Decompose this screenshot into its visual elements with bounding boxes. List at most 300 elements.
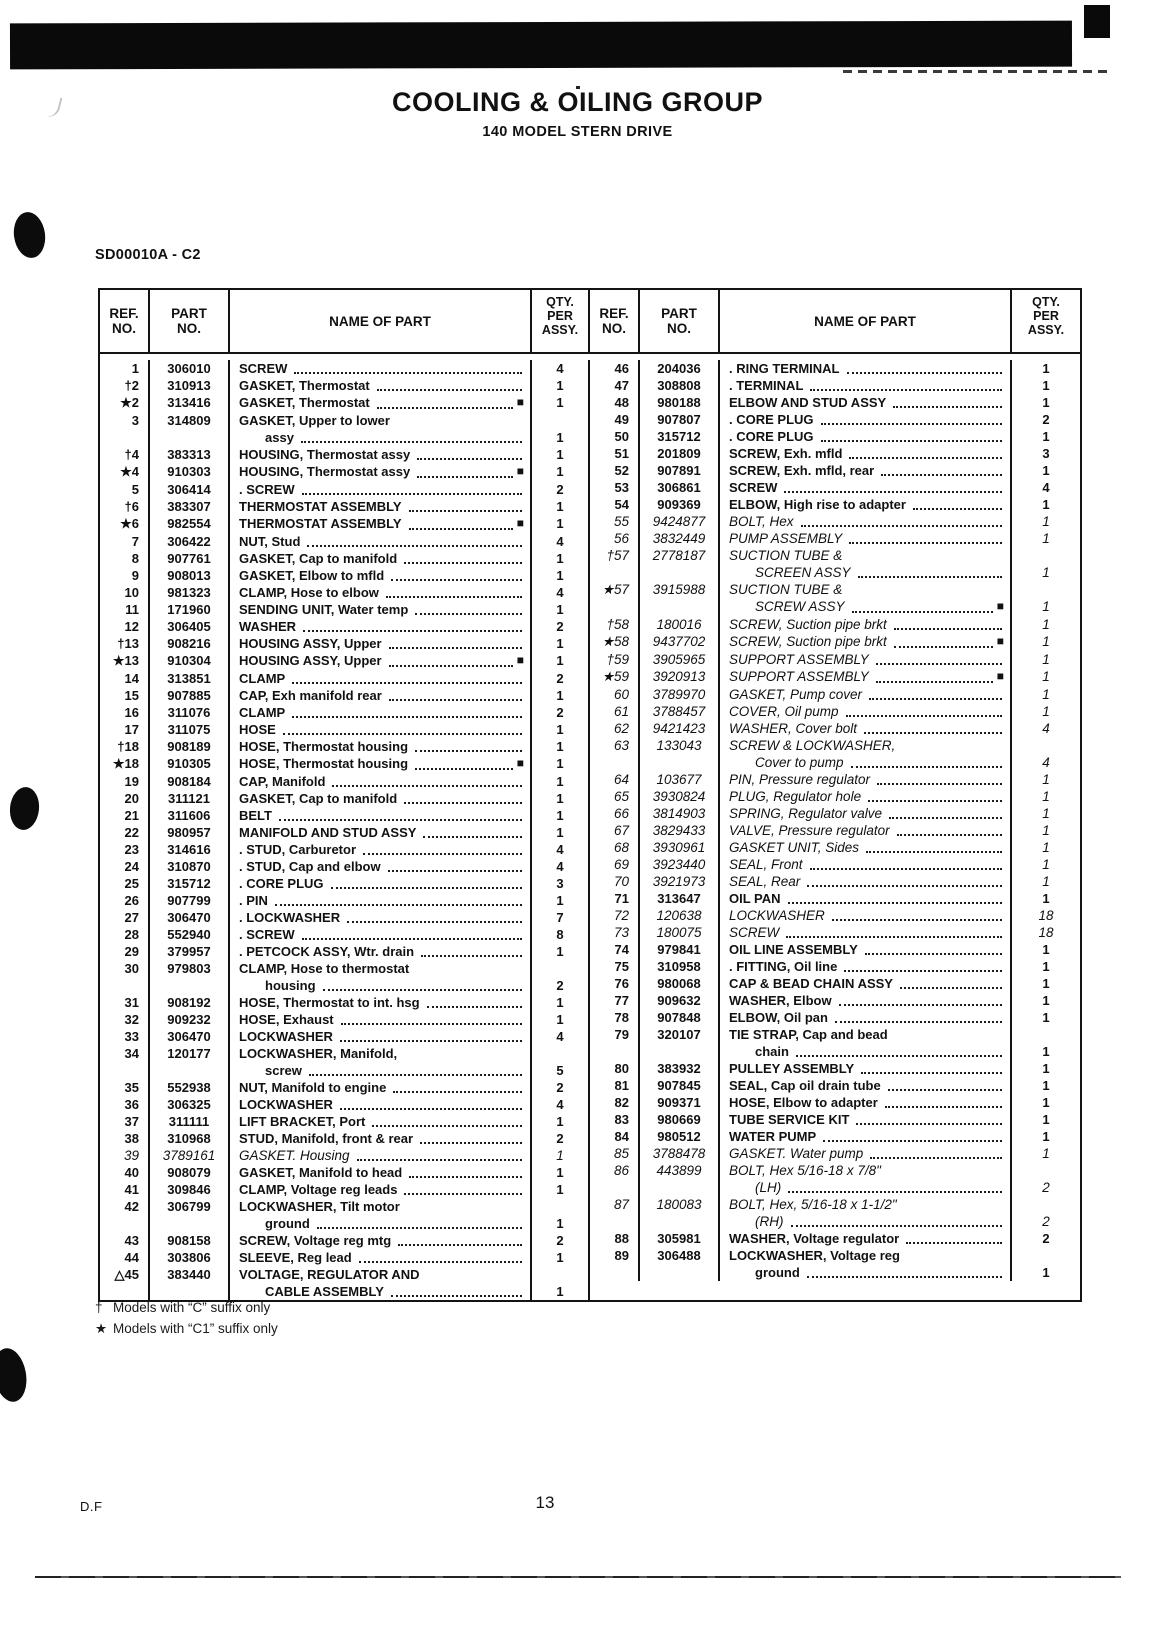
row-qty: 1 xyxy=(532,1181,590,1198)
row-qty: 1 xyxy=(1042,874,1050,889)
table-row xyxy=(590,513,1080,530)
row-part-no: 3788457 xyxy=(640,703,720,720)
row-part-name xyxy=(230,635,532,652)
part-name-text: CLAMP, Hose to elbow xyxy=(239,585,379,600)
part-name-text: WASHER, Cover bolt xyxy=(729,721,858,736)
table-row xyxy=(100,790,590,807)
row-part-name xyxy=(230,584,532,601)
dot-leader xyxy=(788,902,1002,904)
dot-leader xyxy=(821,423,1002,425)
row-part-no: 306405 xyxy=(150,618,230,635)
row-part-no: 443899 xyxy=(640,1162,720,1179)
row-ref-no xyxy=(100,1062,150,1079)
row-ref-no xyxy=(100,429,150,446)
row-part-no: 3788478 xyxy=(640,1145,720,1162)
part-name-text: CAP, Manifold xyxy=(239,774,326,789)
row-qty: 1 xyxy=(532,790,590,807)
part-name-text: . CORE PLUG xyxy=(729,412,814,427)
part-name-text: STUD, Manifold, front & rear xyxy=(239,1131,414,1146)
dot-leader xyxy=(876,663,1002,665)
row-qty xyxy=(1012,1026,1080,1043)
table-row xyxy=(100,977,590,994)
row-ref-no: 49 xyxy=(590,411,640,428)
table-row xyxy=(590,394,1080,411)
row-part-no: 907845 xyxy=(640,1077,720,1094)
row-ref-no: 1 xyxy=(100,360,150,377)
table-row xyxy=(100,412,590,429)
row-part-name xyxy=(720,941,1012,958)
row-qty: 1 xyxy=(532,652,590,670)
row-qty: 1 xyxy=(1042,634,1050,649)
row-ref-no xyxy=(590,1264,640,1281)
row-part-name xyxy=(230,824,532,841)
part-name-text: . RING TERMINAL xyxy=(729,361,840,376)
row-part-no: 907807 xyxy=(640,411,720,428)
row-part-no: 980512 xyxy=(640,1128,720,1145)
table-row xyxy=(590,496,1080,513)
row-part-no: 306488 xyxy=(640,1247,720,1264)
dot-leader xyxy=(849,457,1002,459)
dot-leader xyxy=(421,955,522,957)
black-square-icon: ■ xyxy=(516,464,524,478)
dot-leader xyxy=(409,1176,522,1178)
row-part-no: 314809 xyxy=(150,412,230,429)
dot-leader xyxy=(409,528,513,530)
part-name-text: WASHER, Voltage regulator xyxy=(729,1231,900,1246)
row-part-no: 908216 xyxy=(150,635,230,652)
row-part-name xyxy=(720,360,1012,377)
row-qty: 4 xyxy=(1042,755,1050,770)
row-qty: 4 xyxy=(532,360,590,377)
row-part-name xyxy=(720,771,1012,788)
part-name-text: WATER PUMP xyxy=(729,1129,817,1144)
row-part-name xyxy=(720,873,1012,890)
part-name-text: CAP & BEAD CHAIN ASSY xyxy=(729,976,893,991)
row-ref-no: 62 xyxy=(590,720,640,737)
part-name-text: MANIFOLD AND STUD ASSY xyxy=(239,825,417,840)
table-row xyxy=(100,738,590,755)
table-row xyxy=(590,462,1080,479)
part-name-text: . SCREW xyxy=(239,482,295,497)
row-part-name xyxy=(230,515,532,533)
row-part-no: 982554 xyxy=(150,515,230,533)
part-name-text: ELBOW AND STUD ASSY xyxy=(729,395,887,410)
table-row xyxy=(590,822,1080,839)
row-ref-no: 79 xyxy=(590,1026,640,1043)
row-part-no: 908079 xyxy=(150,1164,230,1181)
row-part-no: 908184 xyxy=(150,773,230,790)
row-qty: 2 xyxy=(1042,1231,1050,1246)
dot-leader xyxy=(415,613,522,615)
row-qty xyxy=(1012,1247,1080,1264)
row-ref-no xyxy=(590,564,640,581)
dot-leader xyxy=(332,785,522,787)
part-name-text: SCREW xyxy=(239,361,288,376)
row-qty: 2 xyxy=(532,977,590,994)
row-qty: 1 xyxy=(532,892,590,909)
row-part-no: 311121 xyxy=(150,790,230,807)
row-part-name xyxy=(720,1111,1012,1128)
row-part-no xyxy=(640,564,720,581)
row-part-name xyxy=(720,720,1012,737)
row-ref-no: 53 xyxy=(590,479,640,496)
row-qty: 2 xyxy=(532,618,590,635)
footnote-dagger: † Models with “C” suffix only xyxy=(95,1297,278,1318)
row-part-name xyxy=(230,1249,532,1266)
dot-leader xyxy=(788,1191,1002,1193)
row-ref-no: 64 xyxy=(590,771,640,788)
row-ref-no xyxy=(100,1215,150,1232)
table-row xyxy=(590,445,1080,462)
row-ref-no: 37 xyxy=(100,1113,150,1130)
row-ref-no: 88 xyxy=(590,1230,640,1247)
part-name-text: TUBE SERVICE KIT xyxy=(729,1112,850,1127)
row-ref-no: 27 xyxy=(100,909,150,926)
page-bottom-rule xyxy=(35,1576,1121,1578)
row-part-name xyxy=(230,704,532,721)
dot-leader xyxy=(340,1108,522,1110)
dot-leader xyxy=(391,1295,522,1297)
row-part-no: 120638 xyxy=(640,907,720,924)
row-part-name xyxy=(230,943,532,960)
part-name-text: SUPPORT ASSEMBLY xyxy=(729,652,869,667)
dot-leader xyxy=(341,1023,522,1025)
part-name-text: ELBOW, Oil pan xyxy=(729,1010,828,1025)
table-row xyxy=(590,1043,1080,1060)
dot-leader xyxy=(906,1242,1002,1244)
row-part-name xyxy=(230,412,532,429)
table-row xyxy=(590,651,1080,668)
row-part-name xyxy=(230,909,532,926)
row-ref-no: 82 xyxy=(590,1094,640,1111)
row-qty: 1 xyxy=(532,635,590,652)
row-part-name xyxy=(720,445,1012,462)
table-row xyxy=(590,992,1080,1009)
row-ref-no: 15 xyxy=(100,687,150,704)
row-ref-no: 70 xyxy=(590,873,640,890)
part-name-text: SCREW ASSY xyxy=(755,599,845,614)
row-qty: 1 xyxy=(1042,531,1050,546)
row-qty: 1 xyxy=(532,721,590,738)
dot-leader xyxy=(417,458,522,460)
row-qty: 1 xyxy=(532,377,590,394)
table-row xyxy=(100,446,590,463)
table-row xyxy=(100,1198,590,1215)
row-qty: 1 xyxy=(1042,1112,1050,1127)
dot-leader xyxy=(317,1227,522,1229)
row-ref-no: 21 xyxy=(100,807,150,824)
part-name-text: LOCKWASHER, Voltage reg xyxy=(729,1248,900,1263)
row-part-name xyxy=(230,360,532,377)
row-part-name xyxy=(230,721,532,738)
parts-list-left xyxy=(100,354,590,1300)
table-row xyxy=(100,755,590,773)
row-part-no: 907799 xyxy=(150,892,230,909)
row-ref-no: 78 xyxy=(590,1009,640,1026)
row-qty: 4 xyxy=(532,858,590,875)
dot-leader xyxy=(821,440,1002,442)
table-row xyxy=(100,498,590,515)
row-part-name xyxy=(720,394,1012,411)
table-row xyxy=(590,1077,1080,1094)
dot-leader xyxy=(363,853,522,855)
part-name-text: ground xyxy=(265,1216,310,1231)
table-row xyxy=(100,994,590,1011)
dot-leader xyxy=(856,1123,1002,1125)
row-qty xyxy=(1012,1196,1080,1213)
row-ref-no: 28 xyxy=(100,926,150,943)
part-name-text: NUT, Stud xyxy=(239,534,301,549)
row-part-no: 306470 xyxy=(150,1028,230,1045)
row-part-no: 909369 xyxy=(640,496,720,513)
row-ref-no: 20 xyxy=(100,790,150,807)
row-part-name xyxy=(720,496,1012,513)
table-row xyxy=(590,598,1080,616)
part-name-text: . CORE PLUG xyxy=(239,876,324,891)
part-name-text: . LOCKWASHER xyxy=(239,910,341,925)
row-qty: 2 xyxy=(1042,1214,1050,1229)
row-ref-no: 8 xyxy=(100,550,150,567)
table-row xyxy=(590,1128,1080,1145)
row-ref-no xyxy=(590,754,640,771)
dot-leader xyxy=(849,542,1002,544)
part-name-text: SEAL, Front xyxy=(729,857,803,872)
row-qty: 1 xyxy=(1042,857,1050,872)
part-name-text: BOLT, Hex 5/16-18 x 7/8" xyxy=(729,1163,881,1178)
dot-leader xyxy=(398,1244,522,1246)
row-qty: 1 xyxy=(532,601,590,618)
table-row xyxy=(100,652,590,670)
dot-leader xyxy=(844,970,1002,972)
table-row xyxy=(100,773,590,790)
table-row xyxy=(590,360,1080,377)
row-part-name xyxy=(720,1264,1012,1281)
part-name-text: . CORE PLUG xyxy=(729,429,814,444)
row-part-name xyxy=(230,1147,532,1164)
scan-artifact-hole-punch xyxy=(0,1346,30,1405)
row-part-name xyxy=(720,822,1012,839)
row-qty: 2 xyxy=(1042,412,1050,427)
row-part-no: 383307 xyxy=(150,498,230,515)
column-header-ref: REF. NO. xyxy=(590,290,640,352)
dot-leader xyxy=(876,681,993,683)
part-name-text: CLAMP xyxy=(239,671,286,686)
part-name-text: LOCKWASHER xyxy=(729,908,825,923)
row-ref-no: 66 xyxy=(590,805,640,822)
row-part-no: 908189 xyxy=(150,738,230,755)
row-qty xyxy=(1012,581,1080,598)
dot-leader xyxy=(823,1140,1002,1142)
row-qty: 1 xyxy=(1042,565,1050,580)
row-part-name xyxy=(230,841,532,858)
table-header xyxy=(100,290,1080,354)
row-ref-no: 74 xyxy=(590,941,640,958)
row-part-no: 910305 xyxy=(150,755,230,773)
row-qty: 7 xyxy=(532,909,590,926)
dot-leader xyxy=(404,562,522,564)
parts-list-right xyxy=(590,354,1080,1300)
row-part-no: 308808 xyxy=(640,377,720,394)
row-part-no: 909632 xyxy=(640,992,720,1009)
row-qty: 1 xyxy=(1042,789,1050,804)
row-qty xyxy=(1012,737,1080,754)
row-part-name xyxy=(720,581,1012,598)
dot-leader xyxy=(389,665,513,667)
row-part-no: 306010 xyxy=(150,360,230,377)
row-ref-no: 29 xyxy=(100,943,150,960)
part-name-text: GASKET, Thermostat xyxy=(239,378,370,393)
table-row xyxy=(100,892,590,909)
row-part-no: 310968 xyxy=(150,1130,230,1147)
dot-leader xyxy=(301,441,522,443)
row-part-name xyxy=(720,1213,1012,1230)
row-part-name xyxy=(720,839,1012,856)
part-name-text: SCREW, Exh. mfld xyxy=(729,446,843,461)
part-name-text: SCREW, Voltage reg mtg xyxy=(239,1233,392,1248)
row-qty: 1 xyxy=(1042,514,1050,529)
row-part-name xyxy=(230,377,532,394)
row-ref-no: 24 xyxy=(100,858,150,875)
table-row xyxy=(100,1215,590,1232)
row-qty: 1 xyxy=(1042,669,1050,684)
row-qty xyxy=(532,960,590,977)
row-part-name xyxy=(230,773,532,790)
row-ref-no: 40 xyxy=(100,1164,150,1181)
table-row xyxy=(100,377,590,394)
dot-leader xyxy=(331,887,522,889)
row-ref-no xyxy=(100,977,150,994)
row-part-name xyxy=(230,429,532,446)
part-name-text: SCREW xyxy=(729,480,778,495)
row-qty: 1 xyxy=(532,1147,590,1164)
page-number: 13 xyxy=(535,1493,555,1512)
column-header-ref: REF. NO. xyxy=(100,290,150,352)
part-name-text: GASKET. Housing xyxy=(239,1148,350,1163)
table-row xyxy=(100,687,590,704)
row-part-name xyxy=(720,1060,1012,1077)
footer-code: D.F xyxy=(80,1499,103,1514)
row-ref-no: △45 xyxy=(100,1266,150,1283)
table-row xyxy=(100,1028,590,1045)
column-header-name: NAME OF PART xyxy=(720,290,1012,352)
table-row xyxy=(100,1130,590,1147)
row-part-no: 305981 xyxy=(640,1230,720,1247)
row-qty: 4 xyxy=(1042,721,1050,736)
row-qty: 1 xyxy=(532,773,590,790)
row-part-name xyxy=(720,1009,1012,1026)
row-part-name xyxy=(720,651,1012,668)
dot-leader xyxy=(869,698,1002,700)
row-part-no: 908192 xyxy=(150,994,230,1011)
dot-leader xyxy=(409,510,522,512)
row-part-no: 180016 xyxy=(640,616,720,633)
dot-leader xyxy=(292,682,522,684)
table-row xyxy=(590,377,1080,394)
row-part-name xyxy=(230,1079,532,1096)
row-part-name xyxy=(720,958,1012,975)
row-part-no: 180075 xyxy=(640,924,720,941)
black-square-icon: ■ xyxy=(516,516,524,530)
part-name-text: . STUD, Carburetor xyxy=(239,842,357,857)
row-qty: 1 xyxy=(1042,1129,1050,1144)
dot-leader xyxy=(801,525,1002,527)
row-qty: 1 xyxy=(532,824,590,841)
table-row xyxy=(590,547,1080,564)
dot-leader xyxy=(388,870,522,872)
part-name-text: VALVE, Pressure regulator xyxy=(729,823,890,838)
black-square-icon: ■ xyxy=(996,599,1004,613)
document-code: SD00010A - C2 xyxy=(95,247,201,263)
table-row xyxy=(590,737,1080,754)
part-name-text: LIFT BRACKET, Port xyxy=(239,1114,366,1129)
table-row xyxy=(100,1062,590,1079)
table-row xyxy=(590,1026,1080,1043)
part-name-text: SENDING UNIT, Water temp xyxy=(239,602,409,617)
table-row xyxy=(590,668,1080,686)
row-part-name xyxy=(230,687,532,704)
row-ref-no: 67 xyxy=(590,822,640,839)
row-qty xyxy=(532,1045,590,1062)
row-ref-no: †58 xyxy=(590,616,640,633)
scan-artifact-hole-punch xyxy=(8,786,41,832)
row-part-no: 310913 xyxy=(150,377,230,394)
table-row xyxy=(590,805,1080,822)
row-ref-no: 83 xyxy=(590,1111,640,1128)
row-part-no: 306861 xyxy=(640,479,720,496)
table-row xyxy=(100,670,590,687)
row-ref-no: 80 xyxy=(590,1060,640,1077)
dot-leader xyxy=(893,406,1002,408)
table-row xyxy=(100,1181,590,1198)
row-part-name xyxy=(230,533,532,550)
table-row xyxy=(100,875,590,892)
footnotes xyxy=(95,1297,278,1339)
table-row xyxy=(100,584,590,601)
row-ref-no: ★58 xyxy=(590,633,640,651)
row-part-no: 3905965 xyxy=(640,651,720,668)
row-part-name xyxy=(230,1096,532,1113)
row-part-name xyxy=(230,1164,532,1181)
row-ref-no: †6 xyxy=(100,498,150,515)
row-part-no: 3930824 xyxy=(640,788,720,805)
row-part-no: 313416 xyxy=(150,394,230,412)
row-part-no: 552940 xyxy=(150,926,230,943)
row-part-no: 306414 xyxy=(150,481,230,498)
row-ref-no: 38 xyxy=(100,1130,150,1147)
row-qty: 1 xyxy=(1042,1095,1050,1110)
row-qty: 18 xyxy=(1038,925,1054,940)
row-qty: 2 xyxy=(532,704,590,721)
table-row xyxy=(100,635,590,652)
row-qty: 2 xyxy=(532,1232,590,1249)
row-ref-no: 7 xyxy=(100,533,150,550)
row-part-name xyxy=(230,446,532,463)
table-row xyxy=(100,463,590,481)
row-part-name xyxy=(720,1230,1012,1247)
row-qty: 1 xyxy=(1042,806,1050,821)
part-name-text: GASKET, Cap to manifold xyxy=(239,551,398,566)
row-qty: 1 xyxy=(1042,1078,1050,1093)
table-row xyxy=(100,1232,590,1249)
part-name-text: GASKET, Thermostat xyxy=(239,395,370,410)
row-part-no xyxy=(640,1043,720,1060)
dot-leader xyxy=(786,936,1002,938)
row-qty: 1 xyxy=(1042,1146,1050,1161)
row-ref-no: 31 xyxy=(100,994,150,1011)
row-ref-no: ★4 xyxy=(100,463,150,481)
row-part-no: 171960 xyxy=(150,601,230,618)
row-part-name xyxy=(230,1266,532,1283)
